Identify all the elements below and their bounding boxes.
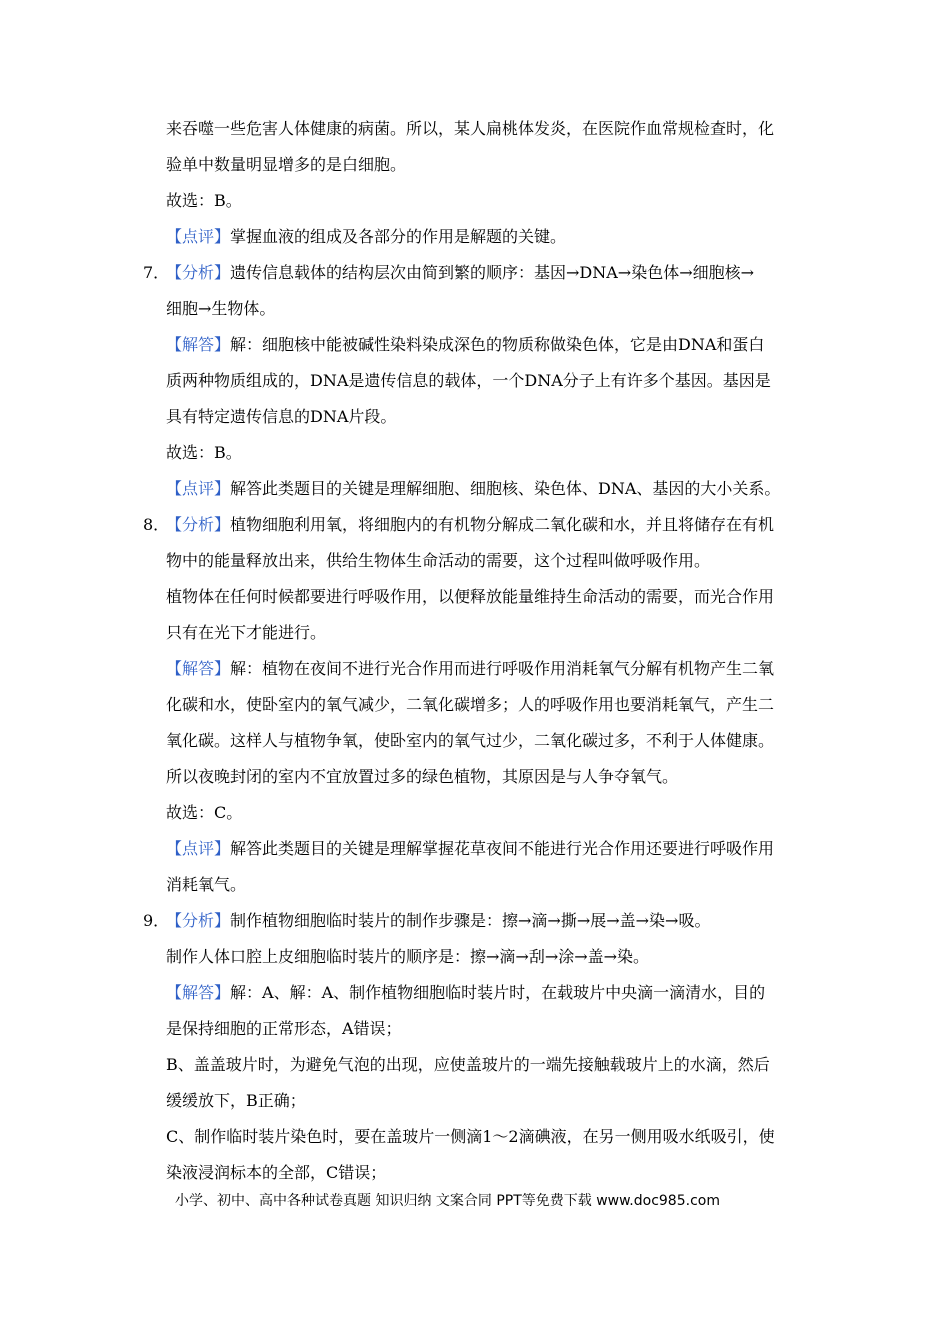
solution-text: 解：植物在夜间不进行光合作用而进行呼吸作用消耗氧气分解有机物产生二氧 (230, 659, 775, 678)
solution-text: 解：细胞核中能被碱性染料染成深色的物质称做染色体，它是由DNA和蛋白 (230, 335, 765, 354)
paragraph-line: 具有特定遗传信息的DNA片段。 (166, 407, 397, 426)
solution-tag: 【解答】 (166, 659, 231, 678)
analysis-tag: 【分析】 (166, 263, 231, 282)
analysis-line (166, 911, 710, 931)
paragraph-line: 染液浸润标本的全部，C错误； (166, 1163, 387, 1182)
comment-tag: 【点评】 (166, 839, 231, 858)
solution-tag: 【解答】 (166, 983, 231, 1002)
paragraph-line: C、制作临时装片染色时，要在盖玻片一侧滴1～2滴碘液，在另一侧用吸水纸吸引，使 (166, 1127, 775, 1146)
paragraph-line: 消耗氧气。 (166, 875, 247, 894)
paragraph-line: 缓缓放下，B正确； (166, 1091, 306, 1110)
analysis-text: 植物细胞利用氧，将细胞内的有机物分解成二氧化碳和水，并且将储存在有机 (230, 515, 775, 534)
paragraph-line: 只有在光下才能进行。 (166, 623, 327, 642)
comment-text: 解答此类题目的关键是理解细胞、细胞核、染色体、DNA、基因的大小关系。 (230, 479, 781, 498)
analysis-tag: 【分析】 (166, 911, 231, 930)
paragraph-line: 细胞→生物体。 (166, 299, 276, 318)
paragraph-line: 物中的能量释放出来，供给生物体生命活动的需要，这个过程叫做呼吸作用。 (166, 551, 711, 570)
question-number-8: 8． (143, 515, 170, 534)
paragraph-line: 所以夜晚封闭的室内不宜放置过多的绿色植物，其原因是与人争夺氧气。 (166, 767, 679, 786)
paragraph-line: 验单中数量明显增多的是白细胞。 (166, 155, 407, 174)
comment-line (166, 479, 780, 499)
paragraph-line: 氧化碳。这样人与植物争氧，使卧室内的氧气过少，二氧化碳过多，不利于人体健康。 (166, 731, 775, 750)
paragraph-line: 质两种物质组成的，DNA是遗传信息的载体，一个DNA分子上有许多个基因。基因是 (166, 371, 771, 390)
paragraph-line: 来吞噬一些危害人体健康的病菌。所以，某人扁桃体发炎，在医院作血常规检查时，化 (166, 119, 775, 138)
solution-line (166, 983, 765, 1003)
solution-line (166, 659, 774, 679)
answer-line: 故选：C。 (166, 803, 243, 822)
analysis-line (166, 263, 754, 283)
solution-line (166, 335, 764, 355)
solution-tag: 【解答】 (166, 335, 231, 354)
comment-text: 解答此类题目的关键是理解掌握花草夜间不能进行光合作用还要进行呼吸作用 (230, 839, 775, 858)
answer-line: 故选：B。 (166, 443, 242, 462)
analysis-line (166, 515, 774, 535)
paragraph-line: 制作人体口腔上皮细胞临时装片的顺序是：擦→滴→刮→涂→盖→染。 (166, 947, 650, 966)
solution-text: 解：A、解：A、制作植物细胞临时装片时，在载玻片中央滴一滴清水，目的 (230, 983, 766, 1002)
comment-line (166, 839, 774, 859)
paragraph-line: B、盖盖玻片时，为避免气泡的出现，应使盖玻片的一端先接触载玻片上的水滴，然后 (166, 1055, 770, 1074)
paragraph-line: 是保持细胞的正常形态，A错误； (166, 1019, 402, 1038)
comment-text: 掌握血液的组成及各部分的作用是解题的关键。 (230, 227, 567, 246)
analysis-text: 遗传信息载体的结构层次由简到繁的顺序：基因→DNA→染色体→细胞核→ (230, 263, 755, 282)
comment-tag: 【点评】 (166, 227, 231, 246)
answer-line: 故选：B。 (166, 191, 242, 210)
page-footer: 小学、初中、高中各种试卷真题 知识归纳 文案合同 PPT等免费下载 www.doc985.com (175, 1193, 720, 1209)
analysis-text: 制作植物细胞临时装片的制作步骤是：擦→滴→撕→展→盖→染→吸。 (230, 911, 711, 930)
comment-tag: 【点评】 (166, 479, 231, 498)
analysis-tag: 【分析】 (166, 515, 231, 534)
paragraph-line: 化碳和水，使卧室内的氧气减少，二氧化碳增多；人的呼吸作用也要消耗氧气，产生二 (166, 695, 775, 714)
question-number-7: 7． (143, 263, 170, 282)
question-number-9: 9． (143, 911, 170, 930)
paragraph-line: 植物体在任何时候都要进行呼吸作用，以便释放能量维持生命活动的需要，而光合作用 (166, 587, 775, 606)
comment-line (166, 227, 566, 247)
